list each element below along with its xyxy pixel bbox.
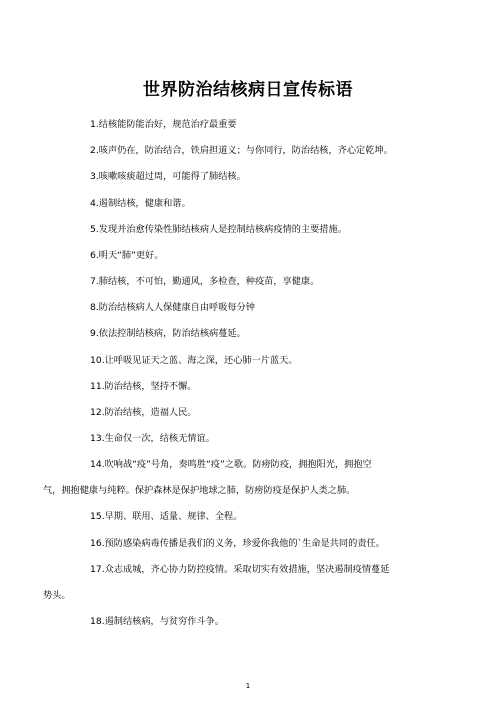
slogan-item: 1.结核能防能治好，规范治疗最重要 (90, 119, 237, 130)
slogan-item-continuation: 气，拥抱健康与纯粹。保护森林是保护地球之肺，防痨防疫是保护人类之肺。 (43, 485, 356, 496)
slogan-item-continuation: 势头。 (43, 590, 71, 601)
slogan-item: 8.防治结核病人人保健康自由呼吸每分钟 (90, 302, 255, 313)
slogan-item: 7.肺结核，不可怕，勤通风，多检查，种疫苗，享健康。 (90, 276, 320, 287)
slogan-item: 6.明天“肺”更好。 (90, 250, 164, 261)
slogan-item: 10.让呼吸见证天之蓝、海之深，还心肺一片蓝天。 (90, 355, 298, 366)
slogan-item: 2.咳声仍在，防治结合，铁肩担道义；与你同行，防治结核，齐心定乾坤。 (90, 145, 393, 156)
slogan-item: 9.依法控制结核病，防治结核病蔓延。 (90, 328, 246, 339)
slogan-item: 14.吹响战“疫”号角，奏鸣胜“疫”之歌。防痨防疫，拥抱阳光，拥抱空 (90, 459, 372, 470)
slogan-item: 18.遏制结核病，与贫穷作斗争。 (90, 616, 225, 627)
slogan-item: 4.遏制结核，健康和谐。 (90, 198, 191, 209)
slogan-item: 13.生命仅一次，结核无情谊。 (90, 433, 215, 444)
document-title: 世界防治结核病日宣传标语 (143, 80, 353, 100)
slogan-item: 3.咳嗽咳痰超过周，可能得了肺结核。 (90, 171, 246, 182)
slogan-item: 15.早期、联用、适量、规律、全程。 (90, 511, 243, 522)
slogan-item: 12.防治结核，造福人民。 (90, 407, 197, 418)
slogan-item: 11.防治结核，坚持不懈。 (90, 381, 197, 392)
slogan-item: 17.众志成城，齐心协力防控疫情。采取切实有效措施，坚决遏制疫情蔓延 (90, 564, 390, 575)
slogan-item: 16.预防感染病毒传播是我们的义务，珍爱你我他的`生命是共同的责任。 (90, 538, 385, 549)
slogan-item: 5.发现并治愈传染性肺结核病人是控制结核病疫情的主要措施。 (90, 224, 347, 235)
page-number: 1 (245, 682, 251, 690)
